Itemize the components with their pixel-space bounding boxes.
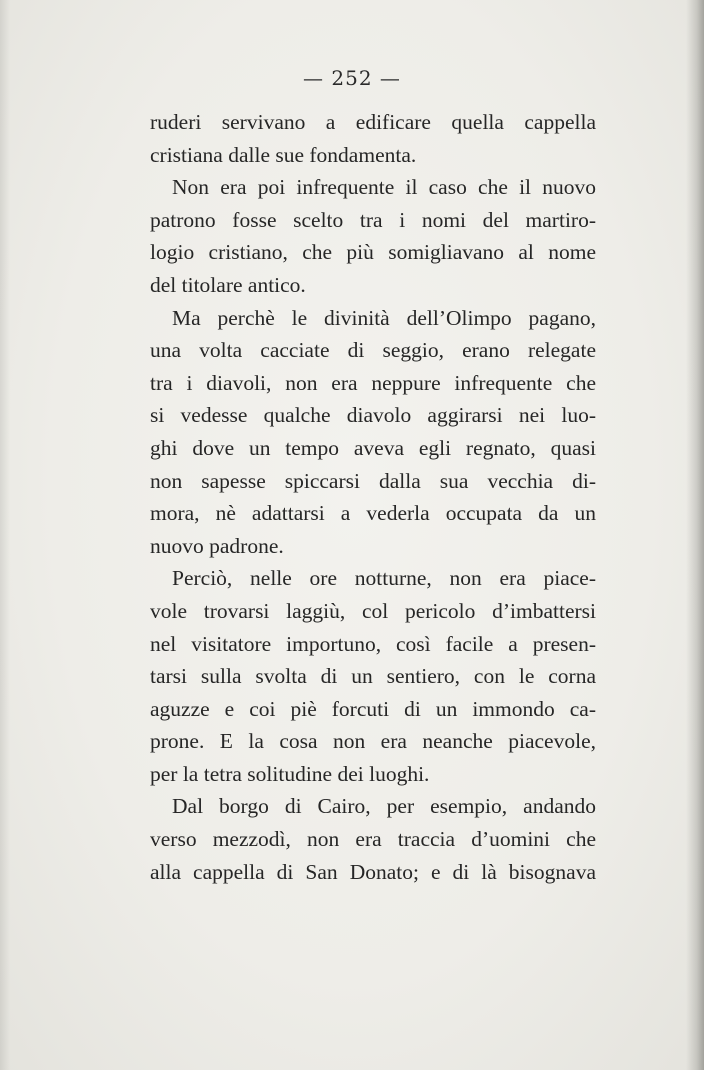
text-line: Non era poi infrequente il caso che il nuovo [172, 175, 596, 200]
text-line: non sapesse spiccarsi dalla sua vecchia di- [150, 468, 596, 493]
text-line: Dal borgo di Cairo, per esempio, andando [172, 794, 596, 819]
text-line: alla cappella di San Donato; e di là bisognava [150, 859, 596, 884]
text-line: mora, nè adattarsi a vederla occupata da un [150, 501, 596, 526]
text-line: ghi dove un tempo aveva egli regnato, quasi [150, 435, 596, 460]
text-line: patrono fosse scelto tra i nomi del martiro- [150, 207, 596, 232]
text-line: nuovo padrone. [150, 533, 284, 558]
text-line: aguzze e coi piè forcuti di un immondo ca- [150, 696, 596, 721]
text-line: logio cristiano, che più somigliavano al nome [150, 240, 596, 265]
page-right-edge [686, 0, 704, 1070]
text-line: prone. E la cosa non era neanche piacevole, [150, 729, 596, 754]
body-text [150, 106, 596, 888]
text-line: ruderi servivano a edificare quella cappella [150, 110, 596, 134]
text-line: del titolare antico. [150, 272, 306, 297]
text-line: per la tetra solitudine dei luoghi. [150, 761, 430, 786]
text-line: nel visitatore importuno, così facile a presen- [150, 631, 596, 656]
page-number: — 252 — [303, 66, 401, 90]
text-line: si vedesse qualche diavolo aggirarsi nei luo- [150, 403, 596, 428]
text-line: verso mezzodì, non era traccia d’uomini che [150, 827, 596, 852]
page-left-edge [0, 0, 10, 1070]
text-line: Perciò, nelle ore notturne, non era piace- [172, 566, 596, 591]
text-line: Ma perchè le divinità dell’Olimpo pagano, [172, 305, 596, 330]
text-line: una volta cacciate di seggio, erano relegate [150, 338, 596, 363]
text-line: tarsi sulla svolta di un sentiero, con le corna [150, 664, 596, 689]
text-line: tra i diavoli, non era neppure infrequente che [150, 370, 596, 395]
text-line: vole trovarsi laggiù, col pericolo d’imbattersi [150, 598, 596, 623]
text-line: cristiana dalle sue fondamenta. [150, 142, 417, 167]
